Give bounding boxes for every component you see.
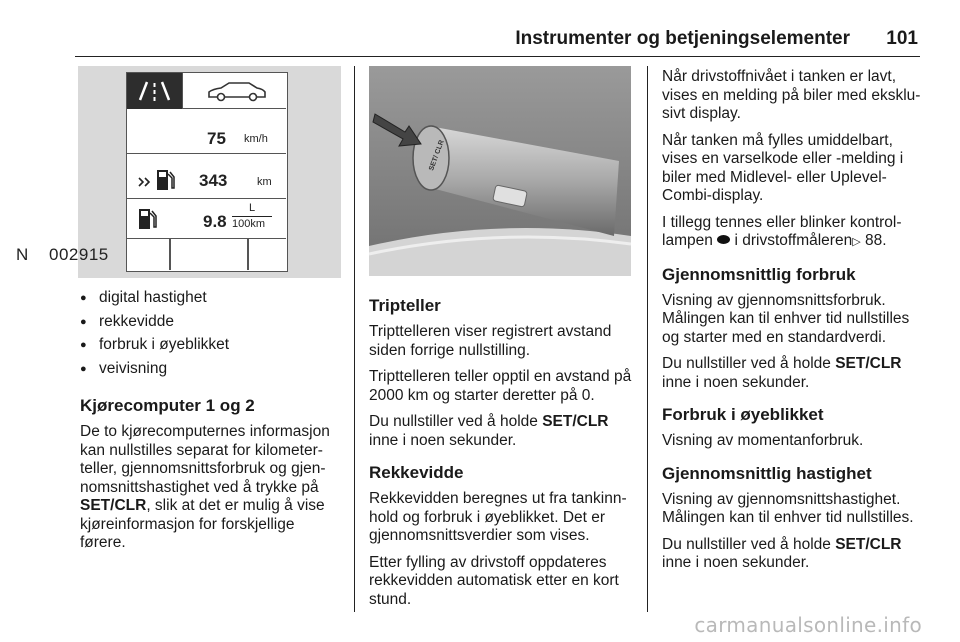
consumption-unit-top: L [249, 202, 256, 214]
heading-trip-computer: Kjørecomputer 1 og 2 [80, 396, 255, 415]
right-column [662, 68, 926, 581]
paragraph: Du nullstiller ved å holde SET/CLR inne i noen sekunder. [369, 413, 609, 449]
heading-instant-consumption: Forbruk i øyeblikket [662, 405, 824, 424]
middle-column [369, 296, 635, 617]
page-title: Instrumenter og betjeningselementer [515, 28, 850, 49]
trip-computer-paragraph: De to kjørecomputernes informasjon kan nullstilles separat for kilometer-teller, gjennomsnittsforbruk og gjen-nomsnittshastighet ved å trykke på SET/CLR, slik at det er mulig å vise kjøreinformasjon for forskjellige førere. [80, 423, 330, 551]
odometer-value: 002915 [49, 245, 109, 264]
paragraph: Visning av gjennomsnittshastighet. Målingen kan til enhver tid nullstilles. [662, 490, 914, 526]
paragraph: Visning av momentanforbruk. [662, 432, 864, 449]
speed-row [127, 109, 286, 154]
heading-avg-speed: Gjennomsnittlig hastighet [662, 463, 872, 483]
warning-lamp-icon [717, 235, 730, 244]
paragraph: Når drivstoffnivået i tanken er lavt, vises en melding på biler med eksklu-sivt display. [662, 68, 921, 122]
heading-rekkevidde: Rekkevidde [369, 463, 464, 482]
odo-separator [169, 239, 171, 270]
fuel-pump-icon [135, 203, 165, 237]
paragraph: Du nullstiller ved å holde SET/CLR inne i noen sekunder. [662, 355, 902, 391]
column-divider-left [354, 66, 355, 612]
instrument-display [126, 72, 288, 272]
list-item: ● veivisning [80, 360, 340, 384]
fraction-line [232, 216, 272, 217]
paragraph: Du nullstiller ved å holde SET/CLR inne i noen sekunder. [662, 535, 902, 571]
paragraph: I tillegg tennes eller blinker kontrol-lampen i drivstoffmåleren▷ 88. [662, 213, 902, 249]
road-icon [127, 73, 182, 109]
set-clr-label: SET/ CLR [428, 139, 446, 172]
paragraph: Rekkevidden beregnes ut fra tankinn-hold og forbruk i øyeblikket. Det er gjennomsnittsverdier som vises. [369, 490, 627, 544]
paragraph: Tripttelleren teller opptil en avstand på 2000 km og starter deretter på 0. [369, 368, 632, 404]
consumption-row [127, 199, 286, 239]
car-icon-tab [182, 73, 286, 109]
speed-unit: km/h [244, 133, 268, 145]
consumption-unit-bottom: 100km [232, 218, 266, 230]
range-value: 343 [199, 171, 228, 190]
stalk-illustration [369, 66, 631, 276]
page-ref-arrow-icon: ▷ [852, 236, 861, 248]
watermark: carmanualsonline.info [694, 613, 922, 637]
page-number: 101 [886, 28, 918, 49]
road-icon-tab [127, 73, 182, 109]
list-item: ● digital hastighet [80, 289, 340, 313]
paragraph: Når tanken må fylles umiddelbart, vises en varselkode eller -melding i biler med Midlevel- eller Uplevel-Combi-display. [662, 131, 904, 204]
gear-indicator: N [16, 245, 29, 264]
range-unit: km [257, 176, 272, 188]
speed-value: 75 [207, 129, 226, 148]
range-row [127, 154, 286, 199]
paragraph: Visning av gjennomsnittsforbruk. Målingen kan til enhver tid nullstilles og starter med en standardverdi. [662, 291, 910, 346]
stalk-photo [369, 66, 631, 276]
heading-avg-consumption: Gjennomsnittlig forbruk [662, 264, 856, 284]
car-icon [183, 73, 287, 109]
heading-tripteller: Tripteller [369, 296, 441, 315]
list-item: ● forbruk i øyeblikket [80, 336, 340, 360]
column-divider-right [647, 66, 648, 612]
paragraph: Etter fylling av drivstoff oppdateres rekkevidden automatisk etter en kort stund. [369, 553, 619, 608]
consumption-value: 9.8 [203, 212, 227, 231]
page-header [75, 26, 920, 57]
list-item: ● rekkevidde [80, 313, 340, 337]
paragraph: Tripttelleren viser registrert avstand siden forrige nullstilling. [369, 323, 612, 359]
range-fuel-icon [131, 158, 183, 198]
set-clr-ref: SET/CLR [80, 497, 147, 514]
left-column [80, 289, 340, 561]
display-bullet-list [80, 289, 340, 383]
odo-separator-right [247, 239, 249, 270]
